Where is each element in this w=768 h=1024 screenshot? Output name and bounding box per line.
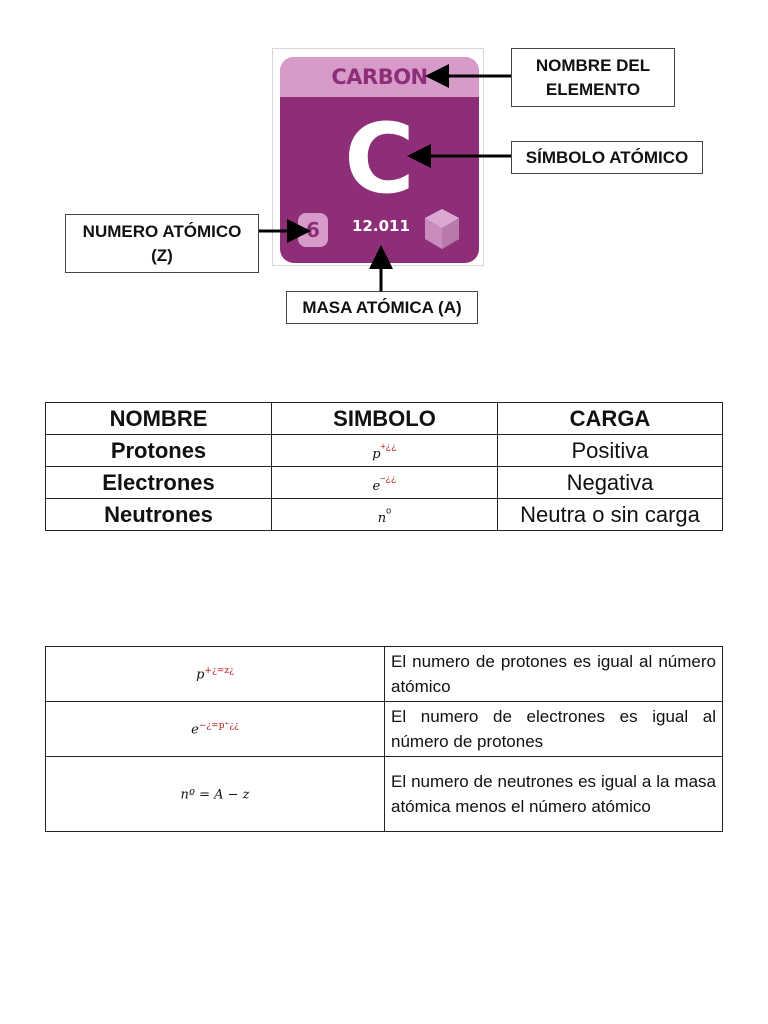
description-cell: El numero de protones es igual al número atómico	[385, 647, 723, 702]
symbol-base: p	[372, 446, 381, 462]
row-name: Electrones	[46, 467, 272, 499]
callout-atomic-number-line1: NUMERO ATÓMICO	[82, 221, 242, 241]
atomic-number-badge: 6	[298, 213, 328, 247]
callout-element-name: NOMBRE DEL ELEMENTO	[511, 48, 675, 107]
row-name: Neutrones	[46, 499, 272, 531]
relations-table	[45, 646, 723, 832]
row-charge: Positiva	[498, 435, 723, 467]
symbol-superscript: +¿¿	[380, 441, 397, 452]
header-nombre: NOMBRE	[46, 403, 272, 435]
table-header-row	[46, 403, 723, 435]
formula-cell	[46, 647, 385, 702]
symbol-superscript: o	[386, 505, 392, 516]
symbol-base: e	[372, 478, 381, 494]
row-symbol	[272, 435, 498, 467]
formula-superscript: −¿=p⁺¿¿	[198, 720, 239, 731]
table-row	[46, 647, 723, 702]
table-row	[46, 702, 723, 757]
formula-superscript: +¿=z¿	[204, 665, 234, 676]
row-name: Protones	[46, 435, 272, 467]
element-name: CARBON	[331, 65, 428, 89]
formula-base: nº = A − z	[180, 787, 250, 803]
table-row	[46, 467, 723, 499]
formula-cell	[46, 702, 385, 757]
element-symbol: C	[344, 103, 415, 215]
callout-atomic-number	[65, 214, 259, 273]
particles-table	[45, 402, 723, 531]
row-symbol	[272, 499, 498, 531]
table-row	[46, 499, 723, 531]
symbol-superscript: −¿¿	[380, 473, 397, 484]
formula-base: p	[196, 667, 205, 683]
row-charge: Neutra o sin carga	[498, 499, 723, 531]
header-carga: CARGA	[498, 403, 723, 435]
callout-atomic-number-line2: (Z)	[151, 245, 173, 265]
formula-base: e	[191, 722, 199, 738]
table-row	[46, 757, 723, 832]
symbol-base: n	[377, 510, 387, 526]
table-row	[46, 435, 723, 467]
callout-atomic-symbol: SÍMBOLO ATÓMICO	[511, 141, 703, 174]
description-cell: El numero de neutrones es igual a la masa atómica menos el número atómico	[385, 757, 723, 832]
row-symbol	[272, 467, 498, 499]
atomic-mass-value: 12.011	[352, 217, 410, 235]
row-charge: Negativa	[498, 467, 723, 499]
header-simbolo: SIMBOLO	[272, 403, 498, 435]
callout-atomic-mass: MASA ATÓMICA (A)	[286, 291, 478, 324]
description-cell: El numero de electrones es igual al número de protones	[385, 702, 723, 757]
formula-cell	[46, 757, 385, 832]
